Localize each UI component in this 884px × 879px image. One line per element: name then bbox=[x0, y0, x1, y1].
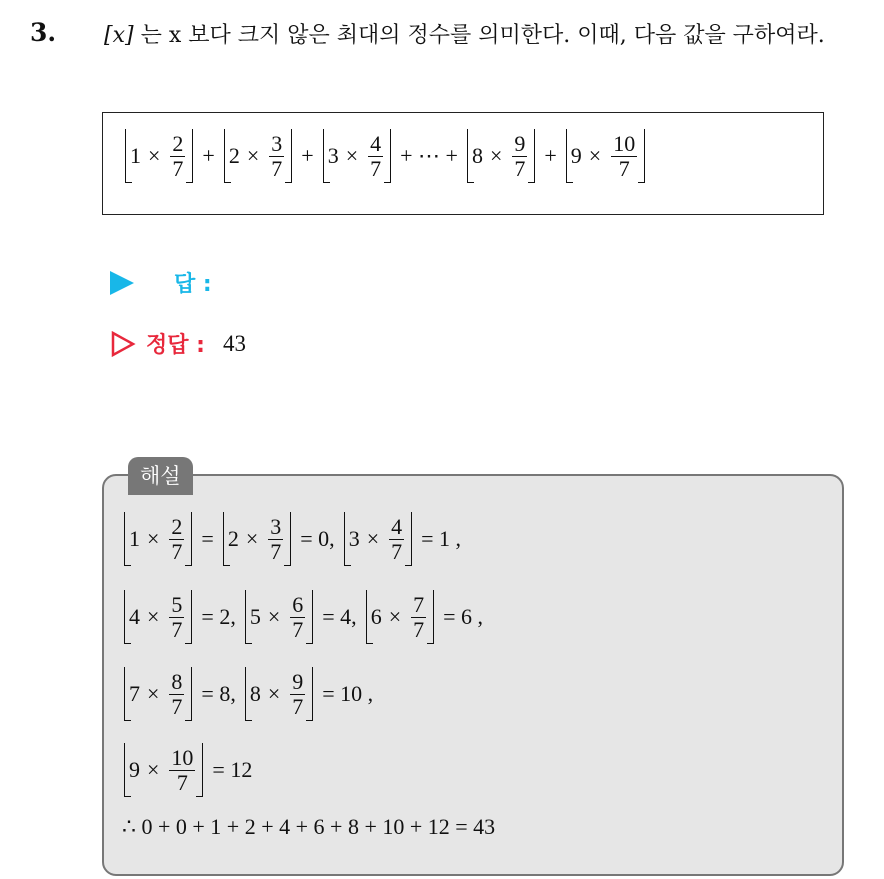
operator: = 6 , bbox=[443, 604, 484, 629]
operator: + ⋯ + bbox=[400, 143, 458, 168]
operator: = 2, bbox=[201, 604, 236, 629]
floor-notation: [x] bbox=[104, 23, 134, 48]
fraction bbox=[389, 515, 404, 564]
fraction bbox=[611, 132, 637, 181]
fraction bbox=[169, 593, 184, 642]
fraction bbox=[170, 132, 185, 181]
numerator: 2 bbox=[171, 513, 183, 539]
denominator: 7 bbox=[292, 693, 304, 719]
floor-bracket bbox=[125, 129, 193, 183]
solution-line bbox=[122, 590, 490, 644]
times-sign: × bbox=[345, 143, 359, 168]
problem-expression bbox=[123, 129, 647, 183]
denominator: 7 bbox=[271, 155, 283, 181]
multiplier: 8 bbox=[249, 681, 261, 706]
multiplier: 6 bbox=[370, 604, 382, 629]
times-sign: × bbox=[147, 526, 160, 551]
operator: = bbox=[201, 526, 214, 551]
fraction bbox=[290, 670, 305, 719]
denominator: 7 bbox=[171, 616, 183, 642]
fraction bbox=[169, 670, 184, 719]
operator: = 12 bbox=[212, 757, 253, 782]
denominator: 7 bbox=[618, 155, 630, 181]
fraction bbox=[290, 593, 305, 642]
numerator: 6 bbox=[292, 591, 304, 617]
fraction bbox=[368, 132, 383, 181]
numerator: 4 bbox=[391, 513, 403, 539]
numerator: 3 bbox=[271, 130, 283, 156]
numerator: 4 bbox=[370, 130, 382, 156]
floor-bracket bbox=[223, 512, 291, 566]
solution-tag: 해설 bbox=[128, 457, 193, 495]
fraction bbox=[268, 515, 283, 564]
correct-answer-value: 43 bbox=[222, 330, 246, 356]
numerator: 2 bbox=[172, 130, 184, 156]
fraction bbox=[169, 515, 184, 564]
denominator: 7 bbox=[171, 693, 183, 719]
numerator: 3 bbox=[270, 513, 282, 539]
operator: + bbox=[301, 143, 314, 168]
multiplier: 7 bbox=[129, 681, 140, 706]
denominator: 7 bbox=[172, 155, 184, 181]
denominator: 7 bbox=[270, 538, 282, 564]
fraction bbox=[269, 132, 284, 181]
times-sign: × bbox=[246, 143, 260, 168]
operator: + bbox=[544, 143, 557, 168]
denominator: 7 bbox=[413, 616, 425, 642]
solution-line bbox=[122, 743, 259, 797]
correct-answer-label: 정답 : bbox=[146, 333, 205, 358]
play-triangle-icon bbox=[110, 271, 134, 295]
multiplier: 1 bbox=[129, 526, 140, 551]
floor-bracket bbox=[566, 129, 645, 183]
floor-bracket bbox=[124, 590, 192, 644]
numerator: 10 bbox=[171, 744, 194, 770]
multiplier: 1 bbox=[130, 143, 141, 168]
denominator: 7 bbox=[176, 769, 188, 795]
times-sign: × bbox=[489, 143, 503, 168]
multiplier: 9 bbox=[570, 143, 582, 168]
times-sign: × bbox=[147, 681, 160, 706]
operator: + bbox=[202, 143, 215, 168]
times-sign: × bbox=[148, 143, 161, 168]
outline-triangle-icon bbox=[110, 331, 136, 357]
numerator: 9 bbox=[292, 668, 304, 694]
multiplier: 8 bbox=[471, 143, 483, 168]
times-sign: × bbox=[147, 757, 160, 782]
times-sign: × bbox=[245, 526, 259, 551]
denominator: 7 bbox=[391, 538, 403, 564]
question-body: 는 x 보다 크지 않은 최대의 정수를 의미한다. 이때, 다음 값을 구하여라. bbox=[133, 23, 825, 48]
question-text bbox=[104, 18, 864, 53]
numerator: 9 bbox=[514, 130, 526, 156]
floor-bracket bbox=[224, 129, 292, 183]
multiplier: 4 bbox=[129, 604, 140, 629]
multiplier: 9 bbox=[129, 757, 140, 782]
floor-bracket bbox=[467, 129, 535, 183]
floor-bracket bbox=[366, 590, 434, 644]
operator: = 8, bbox=[201, 681, 236, 706]
denominator: 7 bbox=[370, 155, 382, 181]
floor-bracket bbox=[323, 129, 391, 183]
solution-line bbox=[122, 512, 468, 566]
operator: = 4, bbox=[322, 604, 357, 629]
times-sign: × bbox=[366, 526, 380, 551]
solution-conclusion: ∴ 0 + 0 + 1 + 2 + 4 + 6 + 8 + 10 + 12 = 43 bbox=[122, 814, 496, 839]
multiplier: 2 bbox=[227, 526, 239, 551]
times-sign: × bbox=[267, 604, 281, 629]
solution-line bbox=[122, 667, 380, 721]
times-sign: × bbox=[588, 143, 602, 168]
problem-box bbox=[102, 112, 824, 215]
floor-bracket bbox=[245, 667, 313, 721]
floor-bracket bbox=[124, 512, 192, 566]
operator: = 1 , bbox=[421, 526, 462, 551]
multiplier: 3 bbox=[327, 143, 339, 168]
floor-bracket bbox=[344, 512, 412, 566]
denominator: 7 bbox=[171, 538, 183, 564]
solution-box bbox=[102, 474, 844, 876]
times-sign: × bbox=[147, 604, 160, 629]
times-sign: × bbox=[267, 681, 281, 706]
operator: = 0, bbox=[300, 526, 335, 551]
question-number: 3. bbox=[30, 18, 57, 47]
fraction bbox=[169, 746, 195, 795]
denominator: 7 bbox=[514, 155, 526, 181]
floor-bracket bbox=[124, 667, 192, 721]
multiplier: 2 bbox=[228, 143, 240, 168]
correct-answer-row bbox=[110, 328, 246, 359]
answer-row bbox=[110, 267, 212, 298]
fraction bbox=[411, 593, 426, 642]
denominator: 7 bbox=[292, 616, 304, 642]
floor-bracket bbox=[124, 743, 203, 797]
operator: = 10 , bbox=[322, 681, 374, 706]
multiplier: 3 bbox=[348, 526, 360, 551]
floor-bracket bbox=[245, 590, 313, 644]
times-sign: × bbox=[388, 604, 402, 629]
numerator: 10 bbox=[613, 130, 636, 156]
numerator: 7 bbox=[413, 591, 425, 617]
fraction bbox=[512, 132, 527, 181]
numerator: 5 bbox=[171, 591, 183, 617]
multiplier: 5 bbox=[249, 604, 261, 629]
answer-label: 답 : bbox=[174, 272, 212, 297]
numerator: 8 bbox=[171, 668, 183, 694]
